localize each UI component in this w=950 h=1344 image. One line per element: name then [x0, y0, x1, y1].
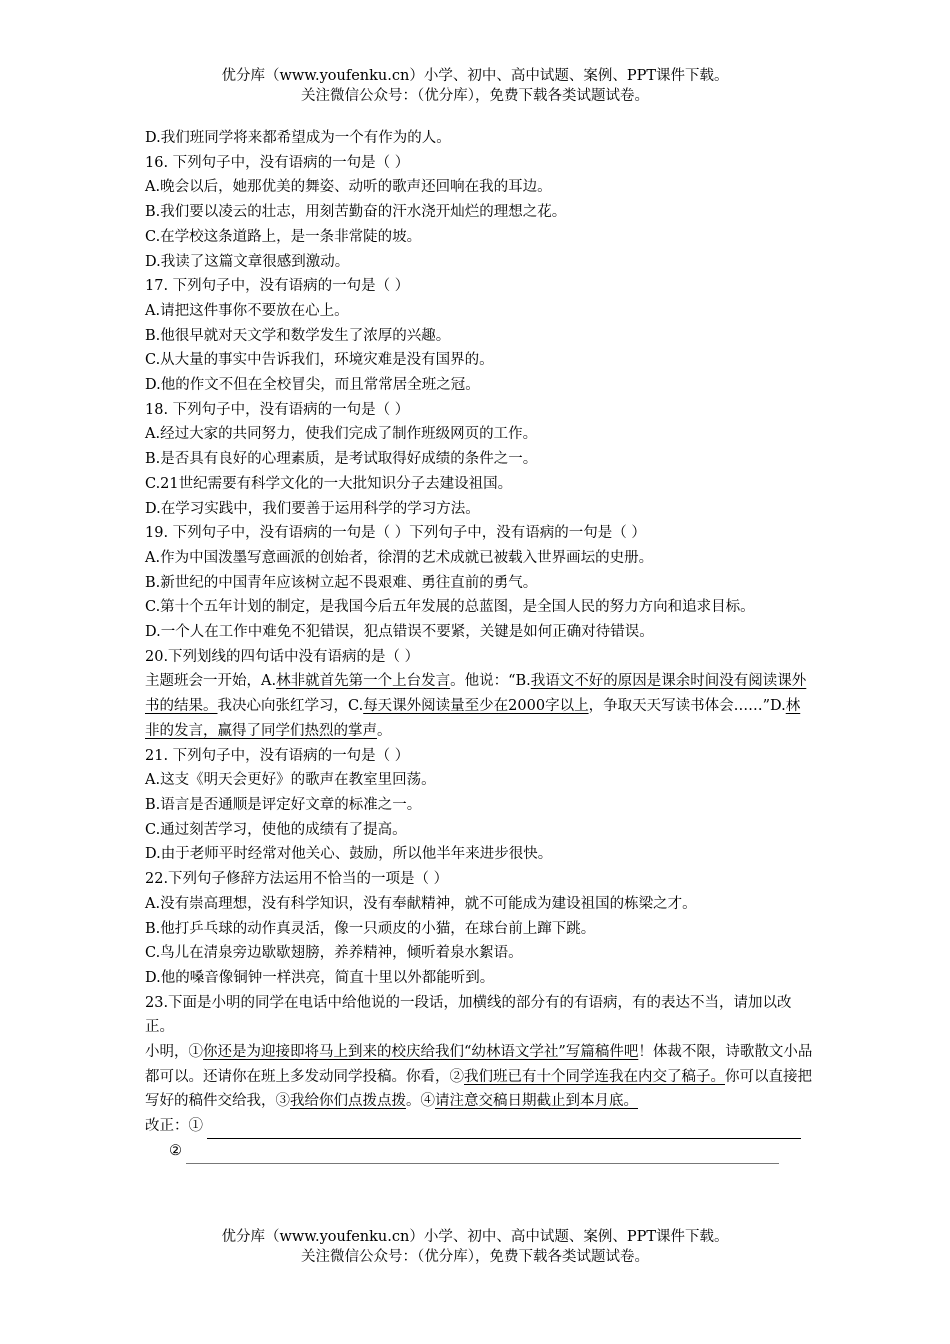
- q16-option-a: A.晚会以后，她那优美的舞姿、动听的歌声还回响在我的耳边。: [145, 179, 552, 196]
- answer-blank-1[interactable]: [207, 1122, 801, 1139]
- q18-stem: 18. 下列句子中，没有语病的一句是（ ）: [145, 401, 410, 418]
- q20-underlined-b: 我语文不好的原因是课余时间没有阅读课外书的结果。: [145, 673, 807, 715]
- q21-option-d: D.由于老师平时经常对他关心、鼓励，所以他半年来进步很快。: [145, 846, 553, 863]
- q20-underlined-c: 每天课外阅读量至少在2000字以上: [363, 698, 589, 715]
- q18-option-b: B.是否具有良好的心理素质，是考试取得好成绩的条件之一。: [145, 451, 538, 468]
- footer-line-1: 优分库（www.youfenku.cn）小学、初中、高中试题、案例、PPT课件下载。: [221, 1229, 729, 1245]
- q23-stem: 23.下面是小明的同学在电话中给他说的一段话，加横线的部分有的有语病，有的表达不当，请加以改正。: [145, 994, 792, 1036]
- q20-underlined-d: 林非的发言，赢得了同学们热烈的掌声: [145, 698, 801, 739]
- q23-answer-row-1: [145, 1114, 813, 1139]
- q16-option-b: B.我们要以凌云的壮志，用刻苦勤奋的汗水浇开灿烂的理想之花。: [145, 204, 567, 221]
- q23-underlined-3: 我给你们点拨点拨: [290, 1093, 406, 1110]
- page-header: [0, 66, 950, 106]
- q22-option-b: B.他打乒乓球的动作真灵活，像一只顽皮的小猫，在球台前上蹿下跳。: [145, 920, 596, 937]
- q20-text-1: 主题班会一开始，A.: [145, 673, 277, 690]
- header-line-2: 关注微信公众号：（优分库），免费下载各类试题试卷。: [301, 88, 649, 104]
- q20-text-2: 。他说：“B.: [450, 673, 531, 690]
- q20-text-4: ，争取天天写读书体会……”D.: [588, 698, 786, 715]
- q18-option-c: C.21世纪需要有科学文化的一大批知识分子去建设祖国。: [145, 475, 513, 492]
- q19-stem: 19. 下列句子中，没有语病的一句是（ ）下列句子中，没有语病的一句是（ ）: [145, 525, 646, 542]
- q22-option-c: C.鸟儿在清泉旁边歇歇翅膀，养养精神，倾听着泉水絮语。: [145, 945, 523, 962]
- q23-text-4: 。④: [406, 1093, 435, 1110]
- q21-option-a: A.这支《明天会更好》的歌声在教室里回荡。: [145, 772, 436, 789]
- q17-option-d: D.他的作文不但在全校冒尖，而且常常居全班之冠。: [145, 377, 480, 394]
- document-body: [145, 126, 813, 1164]
- q23-answer-row-2: [145, 1139, 813, 1164]
- q17-stem: 17. 下列句子中，没有语病的一句是（ ）: [145, 278, 410, 295]
- q23-text-3: 你可以直接把写好的稿件交给我，③: [145, 1068, 812, 1110]
- footer-line-2: 关注微信公众号：（优分库），免费下载各类试题试卷。: [301, 1249, 649, 1265]
- q21-option-c: C.通过刻苦学习，使他的成绩有了提高。: [145, 821, 407, 838]
- q23-underlined-4: 请注意交稿日期截止到本月底。: [435, 1093, 638, 1110]
- q20-underlined-a: 林非就首先第一个上台发言: [276, 673, 451, 690]
- page-footer: [0, 1227, 950, 1267]
- q23-underlined-2: 我们班已有十个同学连我在内交了稿子。: [464, 1068, 725, 1085]
- q17-option-b: B.他很早就对天文学和数学发生了浓厚的兴趣。: [145, 327, 451, 344]
- q23-underlined-1: 你还是为迎接即将马上到来的校庆给我们“幼林语文学社”写篇稿件吧: [203, 1044, 639, 1061]
- q17-option-a: A.请把这件事你不要放在心上。: [145, 302, 349, 319]
- q19-option-d: D.一个人在工作中难免不犯错误，犯点错误不要紧，关键是如何正确对待错误。: [145, 624, 654, 641]
- q22-option-d: D.他的嗓音像铜钟一样洪亮，简直十里以外都能听到。: [145, 969, 495, 986]
- q16-option-c: C.在学校这条道路上，是一条非常陡的坡。: [145, 228, 422, 245]
- q20-stem: 20.下列划线的四句话中没有语病的是（ ）: [145, 648, 420, 665]
- q23-text-1: 小明，①: [145, 1044, 203, 1061]
- answer-blank-2[interactable]: [186, 1147, 779, 1164]
- q23-passage: [145, 1040, 813, 1114]
- q23-text-2: ！体裁不限，诗歌散文小品都可以。还请你在班上多发动同学投稿。你看，②: [145, 1044, 813, 1085]
- q20-text-5: 。: [377, 722, 392, 739]
- q16-option-d: D.我读了这篇文章很感到激动。: [145, 253, 350, 270]
- header-line-1: 优分库（www.youfenku.cn）小学、初中、高中试题、案例、PPT课件下载。: [221, 68, 729, 84]
- q19-option-b: B.新世纪的中国青年应该树立起不畏艰难、勇往直前的勇气。: [145, 574, 538, 591]
- q22-option-a: A.没有崇高理想，没有科学知识，没有奉献精神，就不可能成为建设祖国的栋梁之才。: [145, 895, 697, 912]
- q19-option-c: C.第十个五年计划的制定，是我国今后五年发展的总蓝图，是全国人民的努力方向和追求目标。: [145, 599, 755, 616]
- q21-option-b: B.语言是否通顺是评定好文章的标准之一。: [145, 796, 422, 813]
- q20-text-3: 我决心向张红学习，C.: [217, 698, 364, 715]
- q20-passage: [145, 669, 813, 743]
- q18-option-a: A.经过大家的共同努力，使我们完成了制作班级网页的工作。: [145, 426, 538, 443]
- q15-option-d: D.我们班同学将来都希望成为一个有作为的人。: [145, 130, 451, 146]
- q21-stem: 21. 下列句子中，没有语病的一句是（ ）: [145, 747, 410, 764]
- q16-stem: 16. 下列句子中，没有语病的一句是（ ）: [145, 154, 410, 171]
- q23-answer-label: 改正：①: [145, 1118, 203, 1135]
- q22-stem: 22.下列句子修辞方法运用不恰当的一项是（ ）: [145, 871, 449, 888]
- q18-option-d: D.在学习实践中，我们要善于运用科学的学习方法。: [145, 500, 480, 517]
- q17-option-c: C.从大量的事实中告诉我们，环境灾难是没有国界的。: [145, 352, 494, 369]
- q19-option-a: A.作为中国泼墨写意画派的创始者，徐渭的艺术成就已被载入世界画坛的史册。: [145, 549, 654, 566]
- q23-answer-2-label: ②: [169, 1142, 182, 1159]
